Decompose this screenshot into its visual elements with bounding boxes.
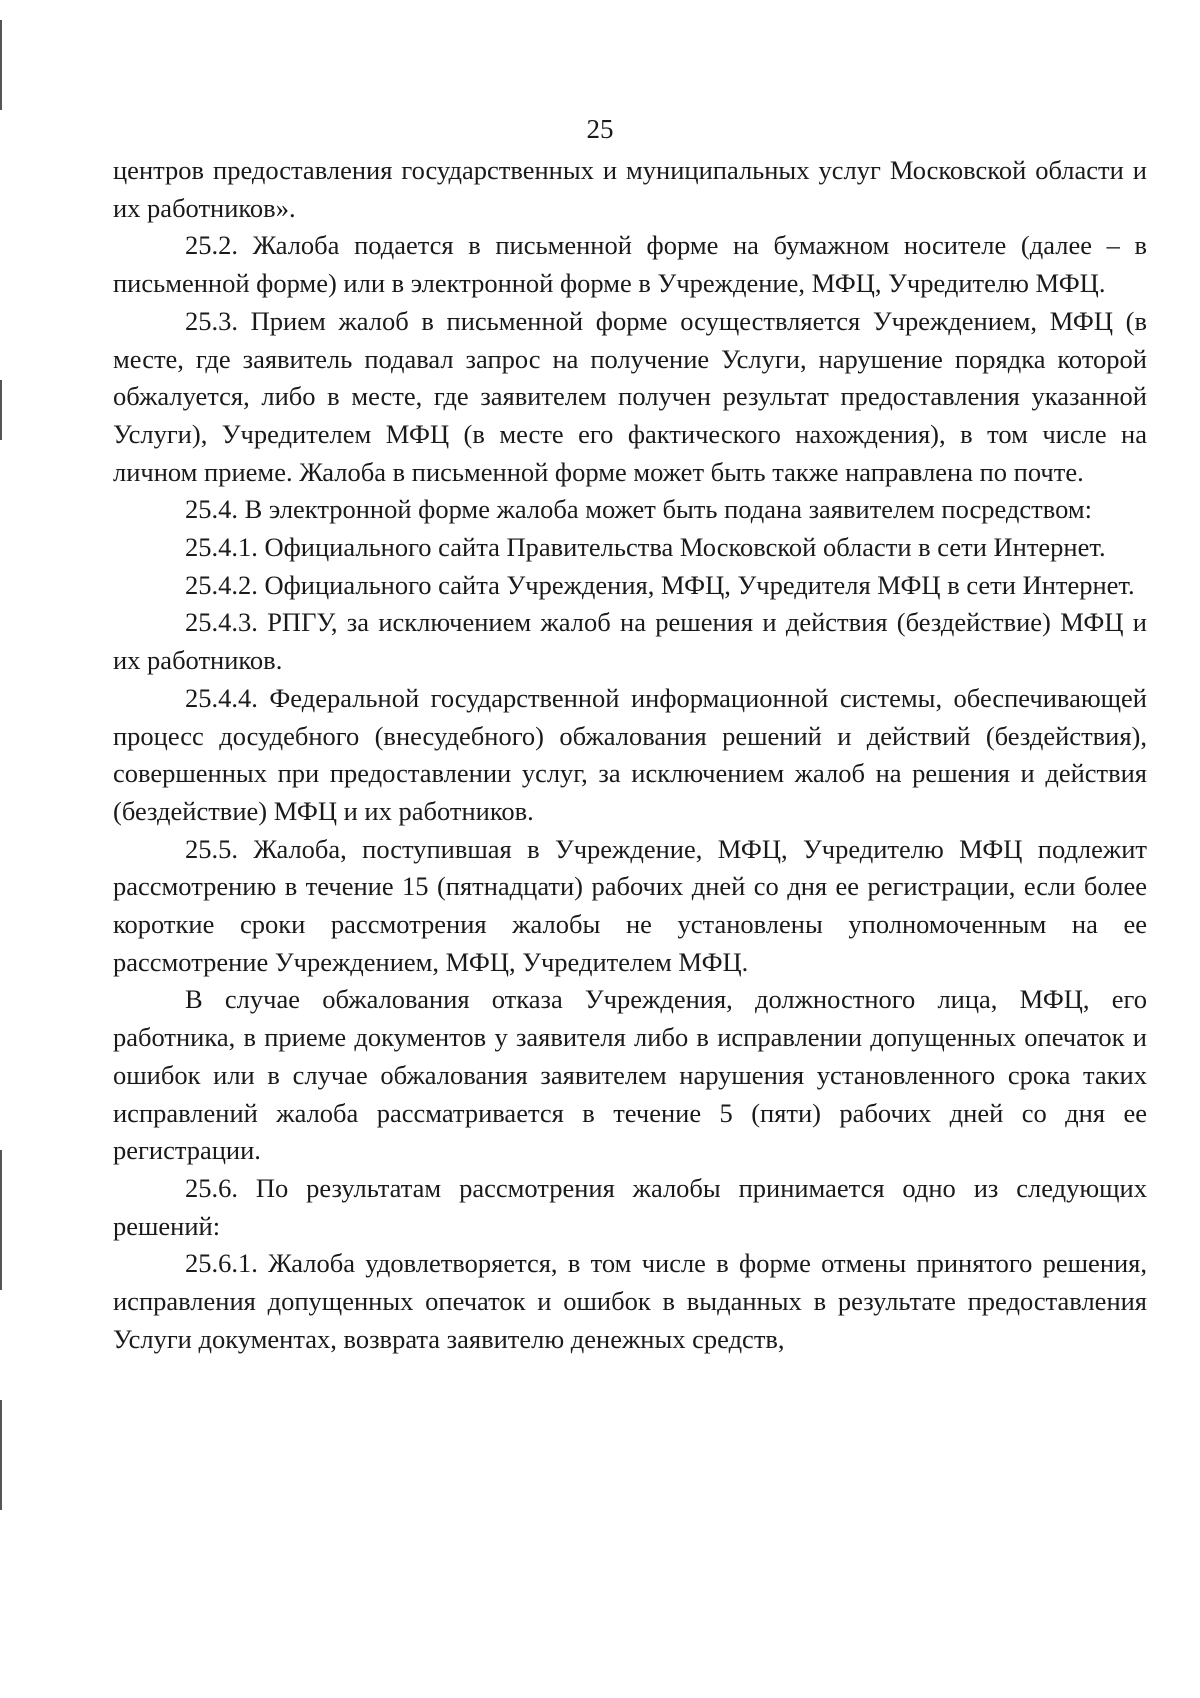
paragraph-25-2: 25.2. Жалоба подается в письменной форме на бумажном носителе (далее – в письменной форме) или в электронной форме в Учреждение, МФЦ, Учредителю МФЦ. (113, 230, 1147, 299)
body-text (113, 152, 1147, 1359)
scan-edge-mark (0, 1400, 2, 1510)
paragraph-25-4-3: 25.4.3. РПГУ, за исключением жалоб на решения и действия (бездействие) МФЦ и их работников. (113, 607, 1147, 676)
paragraph-25-6: 25.6. По результатам рассмотрения жалобы принимается одно из следующих решений: (113, 1172, 1147, 1241)
scan-edge-mark (0, 380, 2, 440)
paragraph-25-4: 25.4. В электронной форме жалоба может быть подана заявителем посредством: (185, 494, 1092, 525)
paragraph-25-4-2: 25.4.2. Официального сайта Учреждения, МФЦ, Учредителя МФЦ в сети Интернет. (185, 569, 1135, 600)
paragraph-continuation: центров предоставления государственных и муниципальных услуг Московской области и их работников». (113, 155, 1147, 223)
paragraph-25-5: 25.5. Жалоба, поступившая в Учреждение, МФЦ, Учредителю МФЦ подлежит рассмотрению в течение 15 (пятнадцати) рабочих дней со дня ее регистрации, если более короткие сроки рассмотрения жалобы не установлены уполномоченным на ее рассмотрение Учреждением, МФЦ, Учредителем МФЦ. (113, 833, 1147, 977)
paragraph-25-6-1: 25.6.1. Жалоба удовлетворяется, в том числе в форме отмены принятого решения, исправления допущенных опечаток и ошибок в выданных в результате предоставления Услуги документах, возврата заявителю денежных средств, (113, 1248, 1147, 1354)
page-number: 25 (586, 114, 614, 144)
scan-edge-mark (0, 1150, 2, 1290)
paragraph-25-4-4: 25.4.4. Федеральной государственной информационной системы, обеспечивающей процесс досудебного (внесудебного) обжалования решений и действий (бездействия), совершенных при предоставлении услуг, за исключением жалоб на решения и действия (бездействие) МФЦ и их работников. (113, 682, 1147, 826)
paragraph-25-3: 25.3. Прием жалоб в письменной форме осуществляется Учреждением, МФЦ (в месте, где заявитель подавал запрос на получение Услуги, нарушение порядка которой обжалуется, либо в месте, где заявителем получен результат предоставления указанной Услуги), Учредителем МФЦ (в месте его фактического нахождения), в том числе на личном приеме. Жалоба в письменной форме может быть также направлена по почте. (113, 305, 1147, 487)
scan-edge-mark (0, 20, 2, 110)
paragraph-25-4-1: 25.4.1. Официального сайта Правительства Московской области в сети Интернет. (185, 532, 1106, 563)
paragraph-25-5-appeal: В случае обжалования отказа Учреждения, должностного лица, МФЦ, его работника, в приеме документов у заявителя либо в исправлении допущенных опечаток и ошибок или в случае обжалования заявителем нарушения установленного срока таких исправлений жалоба рассматривается в течение 5 (пяти) рабочих дней со дня ее регистрации. (113, 984, 1147, 1166)
